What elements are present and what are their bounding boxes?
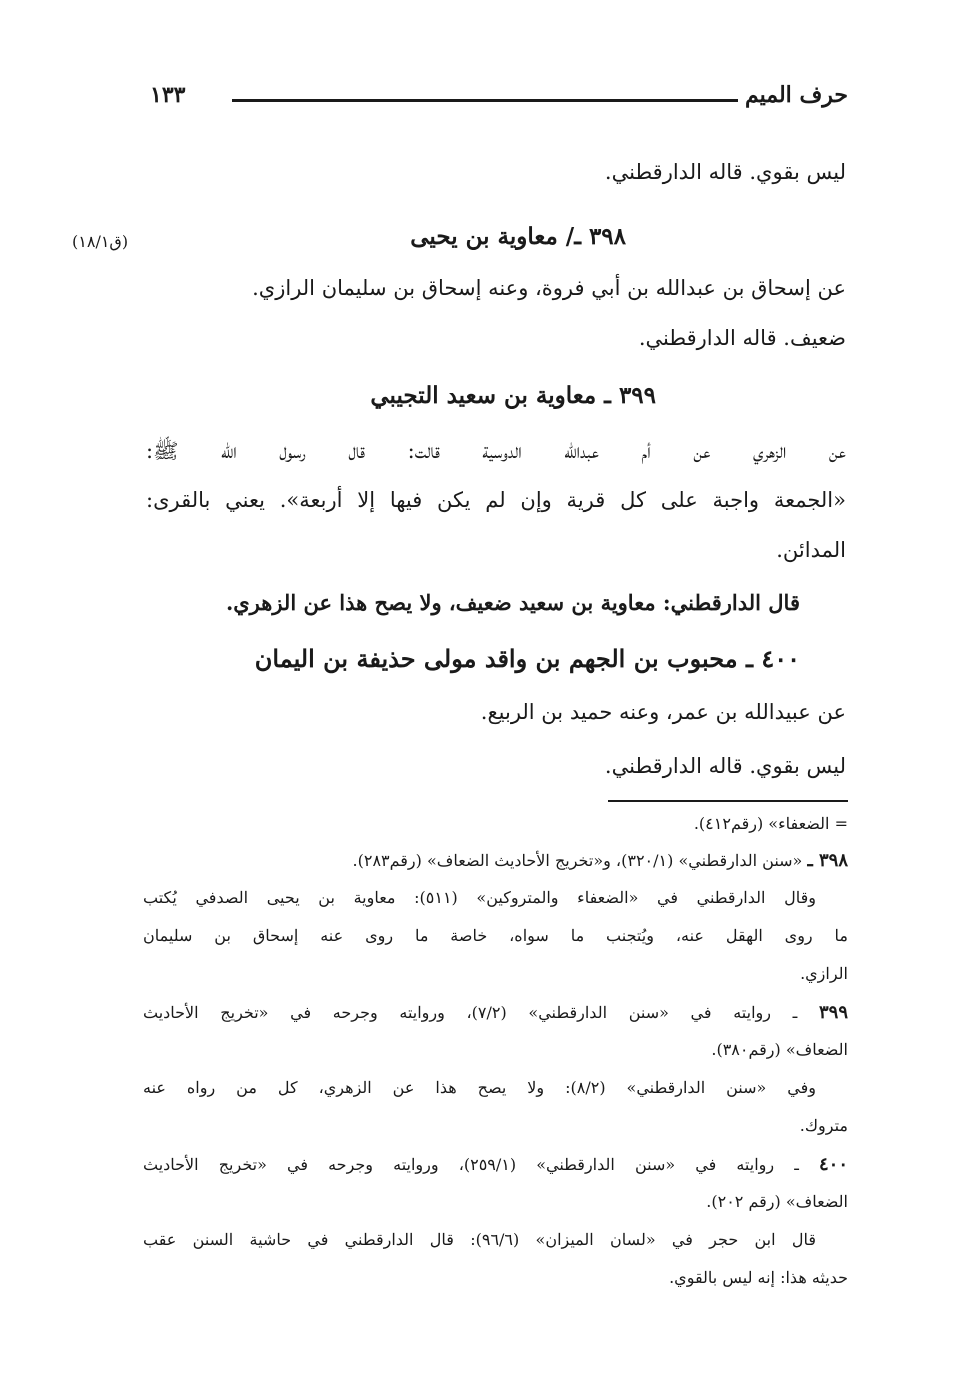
footnote-continuation: = الضعفاء» (رقم٤١٢). [693, 814, 848, 833]
footnote-400-line-3: قال ابن حجر في «لسان الميزان» (٩٦/٦): قال الدارقطني في حاشية السنن عقب [143, 1230, 816, 1249]
entry-heading-398: ٣٩٨ ـ/ معاوية بن يحيى [410, 223, 626, 250]
body-line-3: ضعيف. قاله الدارقطني. [638, 326, 846, 350]
page-number: ١٣٣ [150, 82, 186, 108]
manuscript-folio-reference: (ق١٨/١) [72, 232, 129, 251]
footnote-398-line-4: الرازي. [800, 964, 848, 983]
footnote-398-number: ٣٩٨ ـ [807, 850, 848, 871]
body-line-1: ليس بقوي. قاله الدارقطني. [604, 160, 846, 184]
footnote-400-line-1 [143, 1154, 848, 1175]
footnote-399-line-4: متروك. [799, 1116, 848, 1135]
footnote-398-line-3: ما روى الهقل عنه، ويُتجنب ما سواه، خاصة ما روى عنه إسحاق بن سليمان [143, 926, 848, 945]
body-line-8: عن عبيدالله بن عمر، وعنه حميد بن الربيع. [480, 700, 846, 724]
footnote-400-text: ـ روايته في «سنن الدارقطني» (٢٥٩/١)، وروايته وجرحه في «تخريج الأحاديث [143, 1155, 799, 1174]
footnote-separator [608, 800, 848, 802]
header-rule [232, 99, 738, 102]
body-line-6: المدائن. [776, 538, 846, 562]
footnote-400-line-4: حديثه هذا: إنه ليس بالقوي. [669, 1268, 848, 1287]
running-header-title: حرف الميم [744, 82, 848, 108]
footnote-399-line-1 [143, 1002, 848, 1023]
body-line-7: قال الدارقطني: معاوية بن سعيد ضعيف، ولا يصح هذا عن الزهري. [225, 590, 800, 615]
footnote-400-line-2: الضعاف» (رقم ٢٠٢). [706, 1192, 848, 1211]
entry-heading-399: ٣٩٩ ـ معاوية بن سعيد التجيبي [370, 382, 656, 409]
footnote-399-line-3: وفي «سنن الدارقطني» (٨/٢): ولا يصح هذا عن الزهري، كل من رواه عنه [143, 1078, 817, 1097]
body-line-2: عن إسحاق بن عبدالله بن أبي فروة، وعنه إسحاق بن سليمان الرازي. [252, 276, 846, 300]
footnote-399-text: ـ روايته في «سنن الدارقطني» (٧/٢)، وروايته وجرحه في «تخريج الأحاديث [143, 1003, 798, 1022]
entry-heading-400: ٤٠٠ ـ محبوب بن الجهم بن واقد مولى حذيفة بن اليمان [254, 644, 800, 673]
footnote-400-number: ٤٠٠ [818, 1154, 848, 1175]
footnote-398-line-2: وقال الدارقطني في «الضعفاء والمتروكين» (٥١١): معاوية بن يحيى الصدفي يُكتب [143, 888, 816, 907]
body-line-9: ليس بقوي. قاله الدارقطني. [604, 754, 846, 778]
footnote-398-line-1 [353, 850, 848, 871]
footnote-399-number: ٣٩٩ [818, 1002, 848, 1023]
footnote-398-text: «سنن الدارقطني» (٣٢٠/١)، و«تخريج الأحاديث الضعاف» (رقم٢٨٣). [352, 851, 803, 870]
footnote-399-line-2: الضعاف» (رقم٣٨٠). [711, 1040, 848, 1059]
body-line-4: عن الزهري عن أم عبدالله الدوسية قالت: قال رسول الله ﷺ: [146, 439, 846, 463]
body-line-5: «الجمعة واجبة على كل قرية وإن لم يكن فيها إلا أربعة». يعني بالقرى: [146, 488, 846, 512]
